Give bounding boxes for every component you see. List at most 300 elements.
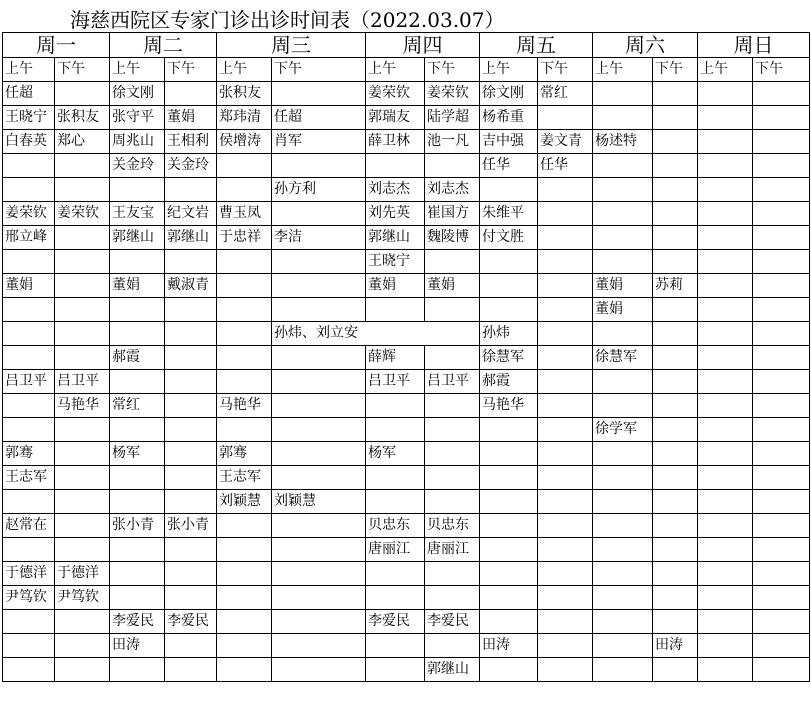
doctor-cell [538,202,593,226]
doctor-cell: 董娟 [593,298,653,322]
doctor-cell [698,370,753,394]
doctor-cell: 任超 [272,106,366,130]
doctor-cell: 唐丽江 [366,538,425,562]
doctor-cell: 郭继山 [110,226,165,250]
doctor-cell [217,538,272,562]
doctor-cell: 贝忠东 [425,514,480,538]
doctor-cell: 于忠祥 [217,226,272,250]
schedule-row [3,298,810,322]
schedule-row [3,466,810,490]
doctor-cell [653,226,698,250]
doctor-cell [480,418,538,442]
doctor-cell [110,490,165,514]
doctor-cell [538,322,593,346]
doctor-cell [480,490,538,514]
doctor-cell [538,298,593,322]
weekday-header-row [3,33,810,58]
weekday-header: 周二 [110,33,217,58]
doctor-cell [593,106,653,130]
doctor-cell [366,418,425,442]
doctor-cell: 关金玲 [165,154,217,178]
doctor-cell: 付文胜 [480,226,538,250]
schedule-row [3,178,810,202]
doctor-cell: 刘志杰 [366,178,425,202]
doctor-cell [55,178,110,202]
doctor-cell [55,658,110,682]
afternoon-header: 下午 [753,58,810,82]
doctor-cell [165,466,217,490]
doctor-cell: 董娟 [366,274,425,298]
doctor-cell [55,274,110,298]
doctor-cell: 徐文刚 [480,82,538,106]
doctor-cell: 郭瑞友 [366,106,425,130]
doctor-cell [55,298,110,322]
doctor-cell [653,394,698,418]
doctor-cell [272,202,366,226]
doctor-cell [480,274,538,298]
doctor-cell [753,322,810,346]
doctor-cell [753,106,810,130]
doctor-cell [480,610,538,634]
doctor-cell [425,490,480,514]
doctor-cell [3,658,55,682]
doctor-cell [698,634,753,658]
doctor-cell [538,394,593,418]
doctor-cell [753,274,810,298]
doctor-cell [217,274,272,298]
doctor-cell [366,490,425,514]
doctor-cell: 李爱民 [110,610,165,634]
morning-header: 上午 [366,58,425,82]
doctor-cell [110,466,165,490]
doctor-cell: 吕卫平 [366,370,425,394]
doctor-cell [165,490,217,514]
doctor-cell [165,562,217,586]
doctor-cell [698,250,753,274]
doctor-cell: 马艳华 [217,394,272,418]
doctor-cell [217,658,272,682]
doctor-cell [3,250,55,274]
afternoon-header: 下午 [538,58,593,82]
doctor-cell: 王晓宁 [366,250,425,274]
doctor-cell [165,178,217,202]
doctor-cell: 尹笃钦 [55,586,110,610]
doctor-cell [593,658,653,682]
doctor-cell [593,322,653,346]
doctor-cell: 田涛 [653,634,698,658]
doctor-cell: 杨军 [110,442,165,466]
doctor-cell [698,418,753,442]
doctor-cell [753,466,810,490]
doctor-cell: 徐慧军 [593,346,653,370]
doctor-cell: 姜荣钦 [3,202,55,226]
page-title: 海慈西院区专家门诊出诊时间表（2022.03.07） [70,8,505,32]
doctor-cell [480,466,538,490]
doctor-cell [55,466,110,490]
doctor-cell [425,154,480,178]
doctor-cell: 任华 [538,154,593,178]
doctor-cell [698,178,753,202]
morning-header: 上午 [480,58,538,82]
doctor-cell [272,82,366,106]
doctor-cell: 郑心 [55,130,110,154]
doctor-cell [593,202,653,226]
doctor-cell [110,250,165,274]
doctor-cell [366,466,425,490]
doctor-cell: 王相利 [165,130,217,154]
doctor-cell [653,82,698,106]
doctor-cell: 孙炜 [480,322,538,346]
doctor-cell [165,586,217,610]
doctor-cell [217,586,272,610]
doctor-cell: 杨述特 [593,130,653,154]
doctor-cell [653,298,698,322]
doctor-cell [698,274,753,298]
doctor-cell [698,394,753,418]
doctor-cell [538,586,593,610]
doctor-cell [272,610,366,634]
doctor-cell [110,322,165,346]
doctor-cell: 马艳华 [480,394,538,418]
doctor-cell [272,562,366,586]
doctor-cell [217,298,272,322]
morning-header: 上午 [593,58,653,82]
weekday-header: 周一 [3,33,110,58]
doctor-cell [698,346,753,370]
schedule-row [3,634,810,658]
doctor-cell [593,370,653,394]
session-header-row [3,58,810,82]
doctor-cell [698,586,753,610]
doctor-cell [425,634,480,658]
doctor-cell [272,250,366,274]
schedule-row [3,274,810,298]
doctor-cell [593,442,653,466]
schedule-row [3,538,810,562]
doctor-cell [55,490,110,514]
doctor-cell: 刘颖慧 [272,490,366,514]
doctor-cell [753,418,810,442]
doctor-cell [753,130,810,154]
schedule-title-bar [0,0,811,32]
weekday-header: 周日 [698,33,810,58]
doctor-cell: 姜文青 [538,130,593,154]
doctor-cell [3,298,55,322]
doctor-cell [753,442,810,466]
doctor-cell [272,586,366,610]
doctor-cell [55,634,110,658]
doctor-cell: 曹玉凤 [217,202,272,226]
weekday-header: 周五 [480,33,593,58]
doctor-cell [698,658,753,682]
doctor-cell [3,490,55,514]
doctor-cell: 董娟 [3,274,55,298]
doctor-cell [272,442,366,466]
doctor-cell [3,394,55,418]
doctor-cell [653,202,698,226]
doctor-cell: 苏莉 [653,274,698,298]
doctor-cell [538,514,593,538]
doctor-cell [653,658,698,682]
morning-header: 上午 [110,58,165,82]
doctor-cell [3,154,55,178]
doctor-cell [217,562,272,586]
doctor-cell: 董娟 [110,274,165,298]
afternoon-header: 下午 [653,58,698,82]
morning-header: 上午 [217,58,272,82]
doctor-cell [653,538,698,562]
doctor-cell [753,370,810,394]
doctor-cell [3,418,55,442]
doctor-cell [55,250,110,274]
doctor-cell [698,490,753,514]
doctor-cell [110,178,165,202]
doctor-cell [593,250,653,274]
doctor-cell [425,562,480,586]
doctor-cell [3,346,55,370]
doctor-cell [538,178,593,202]
doctor-cell: 薛辉 [366,346,425,370]
doctor-cell: 杨军 [366,442,425,466]
doctor-cell [698,298,753,322]
doctor-cell: 孙炜、刘立安 [272,322,480,346]
clinic-schedule-table [2,32,810,682]
doctor-cell [593,466,653,490]
afternoon-header: 下午 [55,58,110,82]
doctor-cell: 邢立峰 [3,226,55,250]
doctor-cell: 关金玲 [110,154,165,178]
doctor-cell: 赵常在 [3,514,55,538]
doctor-cell: 田涛 [110,634,165,658]
doctor-cell [165,634,217,658]
doctor-cell [425,418,480,442]
doctor-cell [425,442,480,466]
doctor-cell [55,538,110,562]
doctor-cell [272,154,366,178]
doctor-cell: 戴淑青 [165,274,217,298]
doctor-cell [55,418,110,442]
doctor-cell [480,562,538,586]
doctor-cell [538,442,593,466]
doctor-cell: 任华 [480,154,538,178]
doctor-cell [653,346,698,370]
doctor-cell [425,586,480,610]
doctor-cell: 吉中强 [480,130,538,154]
doctor-cell: 张小青 [110,514,165,538]
doctor-cell [425,298,480,322]
doctor-cell: 王友宝 [110,202,165,226]
morning-header: 上午 [698,58,753,82]
doctor-cell [110,586,165,610]
doctor-cell: 纪文岩 [165,202,217,226]
weekday-header: 周六 [593,33,698,58]
doctor-cell [366,634,425,658]
doctor-cell [698,466,753,490]
doctor-cell [3,610,55,634]
doctor-cell [217,346,272,370]
doctor-cell [593,178,653,202]
doctor-cell: 于德洋 [3,562,55,586]
doctor-cell [217,370,272,394]
doctor-cell: 陆学超 [425,106,480,130]
doctor-cell [366,586,425,610]
doctor-cell: 于德洋 [55,562,110,586]
doctor-cell [538,226,593,250]
doctor-cell: 周兆山 [110,130,165,154]
doctor-cell [653,154,698,178]
doctor-cell: 吕卫平 [425,370,480,394]
doctor-cell [593,610,653,634]
doctor-cell [217,322,272,346]
doctor-cell [653,514,698,538]
doctor-cell [480,442,538,466]
doctor-cell [110,298,165,322]
doctor-cell [753,346,810,370]
afternoon-header: 下午 [272,58,366,82]
doctor-cell [538,658,593,682]
doctor-cell: 吕卫平 [55,370,110,394]
doctor-cell [217,418,272,442]
doctor-cell [165,658,217,682]
afternoon-header: 下午 [165,58,217,82]
doctor-cell [698,82,753,106]
doctor-cell: 董娟 [593,274,653,298]
doctor-cell [698,514,753,538]
doctor-cell: 郝霞 [110,346,165,370]
doctor-cell [698,226,753,250]
doctor-cell: 李爱民 [425,610,480,634]
doctor-cell [753,658,810,682]
doctor-cell [425,394,480,418]
doctor-cell [110,370,165,394]
doctor-cell [653,322,698,346]
doctor-cell [593,490,653,514]
doctor-cell: 徐文刚 [110,82,165,106]
schedule-row [3,202,810,226]
doctor-cell [480,586,538,610]
doctor-cell [55,514,110,538]
doctor-cell [272,274,366,298]
doctor-cell [272,298,366,322]
doctor-cell: 张积友 [217,82,272,106]
schedule-row [3,514,810,538]
doctor-cell [165,538,217,562]
doctor-cell [753,394,810,418]
doctor-cell [753,562,810,586]
doctor-cell [653,130,698,154]
doctor-cell [698,130,753,154]
schedule-row [3,106,810,130]
doctor-cell [480,514,538,538]
doctor-cell: 李爱民 [165,610,217,634]
doctor-cell [753,178,810,202]
schedule-row [3,250,810,274]
doctor-cell [3,178,55,202]
doctor-cell: 池一凡 [425,130,480,154]
doctor-cell [753,226,810,250]
doctor-cell: 白春英 [3,130,55,154]
doctor-cell: 郭继山 [165,226,217,250]
doctor-cell [3,538,55,562]
doctor-cell [593,514,653,538]
doctor-cell: 杨希重 [480,106,538,130]
doctor-cell [653,178,698,202]
doctor-cell [538,346,593,370]
doctor-cell [653,370,698,394]
doctor-cell: 吕卫平 [3,370,55,394]
doctor-cell: 刘先英 [366,202,425,226]
doctor-cell: 姜荣钦 [425,82,480,106]
doctor-cell [593,538,653,562]
doctor-cell [272,346,366,370]
doctor-cell [753,586,810,610]
doctor-cell [753,250,810,274]
doctor-cell [653,106,698,130]
doctor-cell: 郭继山 [366,226,425,250]
schedule-row [3,226,810,250]
doctor-cell [538,370,593,394]
doctor-cell [55,610,110,634]
weekday-header: 周四 [366,33,480,58]
schedule-row [3,418,810,442]
doctor-cell [366,562,425,586]
doctor-cell: 王晓宁 [3,106,55,130]
doctor-cell [217,634,272,658]
doctor-cell: 郭骞 [3,442,55,466]
schedule-row [3,490,810,514]
doctor-cell [272,466,366,490]
doctor-cell [480,658,538,682]
doctor-cell [272,394,366,418]
doctor-cell [110,418,165,442]
doctor-cell [593,82,653,106]
doctor-cell [366,394,425,418]
doctor-cell: 董娟 [425,274,480,298]
doctor-cell: 郝霞 [480,370,538,394]
doctor-cell: 董娟 [165,106,217,130]
doctor-cell [425,346,480,370]
doctor-cell [653,418,698,442]
doctor-cell [698,610,753,634]
doctor-cell: 郑玮清 [217,106,272,130]
doctor-cell [165,250,217,274]
doctor-cell [366,154,425,178]
afternoon-header: 下午 [425,58,480,82]
schedule-row [3,154,810,178]
schedule-row [3,394,810,418]
doctor-cell [753,82,810,106]
doctor-cell [110,658,165,682]
doctor-cell: 常红 [110,394,165,418]
doctor-cell [538,610,593,634]
doctor-cell [653,562,698,586]
doctor-cell [55,322,110,346]
doctor-cell: 张小青 [165,514,217,538]
doctor-cell [55,226,110,250]
schedule-row [3,586,810,610]
doctor-cell [753,298,810,322]
doctor-cell: 张守平 [110,106,165,130]
doctor-cell [753,514,810,538]
doctor-cell [165,82,217,106]
doctor-cell [753,538,810,562]
doctor-cell [753,490,810,514]
doctor-cell [753,610,810,634]
schedule-row [3,442,810,466]
schedule-row [3,130,810,154]
doctor-cell [653,466,698,490]
doctor-cell [110,562,165,586]
